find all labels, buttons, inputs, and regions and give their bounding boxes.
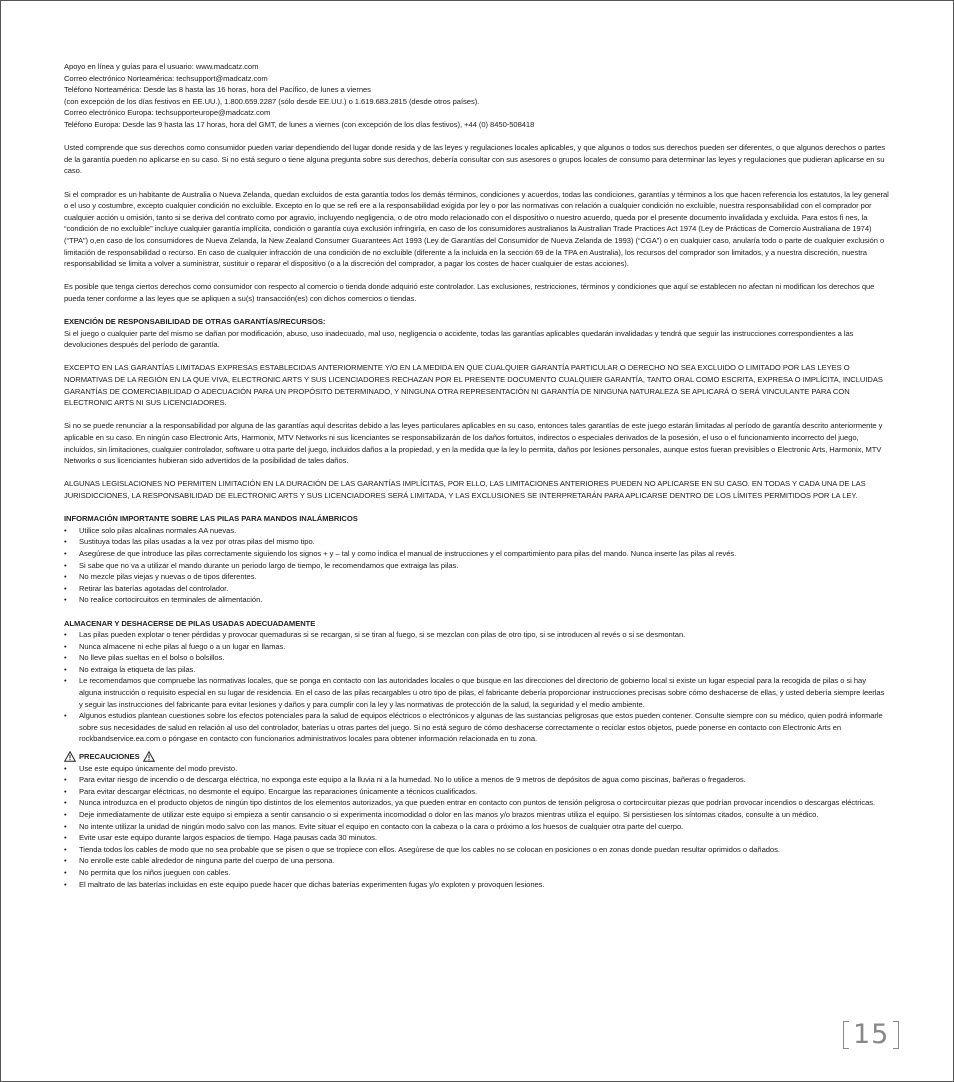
list-item: • Nunca introduzca en el producto objetos de ningún tipo distintos de los elementos autorizados, ya que pueden entrar en contacto con puntos de tensión peligrosa o cortocircuitar piezas que podrían provocar incendios o descargas eléctricas.	[64, 797, 890, 809]
jurisdictions-paragraph: ALGUNAS LEGISLACIONES NO PERMITEN LIMITACIÓN EN LA DURACIÓN DE LAS GARANTÍAS IMPLÍCITAS, POR ELLO, LAS LIMITACIONES ANTERIORES PUEDEN NO APLICARSE EN SU CASO. EN TODAS Y CADA UNA DE LAS JURISDICCIONES, LA RESPONSABILIDAD DE ELECTRONIC ARTS Y SUS LICENCIADORES SERÁ LIMITADA, Y LAS EXCLUSIONES SE INTERPRETARÁN PARA APLICARSE DENTRO DE LOS LÍMITES PERMITIDOS POR LA LEY.	[64, 479, 866, 500]
list-item: • Tienda todos los cables de modo que no sea probable que se pisen o que se tropiece con ellos. Asegúrese de que los cables no se colocan en posiciones o en zonas donde puedan resultar oprimidos o dañados.	[64, 844, 890, 856]
bracket-right	[893, 1021, 899, 1049]
contact-line: Correo electrónico Norteamérica: techsupport@madcatz.com	[64, 73, 268, 83]
list-item: • Evite usar este equipo durante largos espacios de tiempo. Haga pausas cada 30 minutos.	[64, 832, 890, 844]
page-number-text: 15	[853, 1019, 890, 1050]
contact-line: Apoyo en línea y guías para el usuario: www.madcatz.com	[64, 62, 259, 71]
exemption-heading: EXENCIÓN DE RESPONSABILIDAD DE OTRAS GARANTÍAS/RECURSOS:	[64, 317, 326, 327]
list-item: • Utilice solo pilas alcalinas normales AA nuevas.	[64, 525, 890, 537]
batteries-heading: INFORMACIÓN IMPORTANTE SOBRE LAS PILAS PARA MANDOS INALÁMBRICOS	[64, 514, 358, 524]
rights-paragraph: Usted comprende que sus derechos como consumidor pueden variar dependiendo del lugar donde resida y de las leyes y regulaciones locales aplicables, y que algunos o todos sus derechos pueden ser diferentes, o que algunos derechos o partes de la garantía pueden no aplicarse en su caso. Si no está seguro o tiene alguna pregunta sobre sus derechos, debería consultar con sus asesores o grupos locales de consumo para determinar las leyes y regulaciones que pudieran aplicarse en su caso.	[64, 143, 886, 176]
list-item: • Use este equipo únicamente del modo previsto.	[64, 763, 890, 775]
list-item: • No lleve pilas sueltas en el bolso o bolsillos.	[64, 652, 890, 664]
list-item: • No intente utilizar la unidad de ningún modo salvo con las manos. Evite situar el equipo en contacto con la cabeza o la cara o próximo a los huesos de cualquier otra parte del cuerpo.	[64, 821, 890, 833]
list-item: • Deje inmediatamente de utilizar este equipo si empieza a sentir cansancio o si experimenta incomodidad o dolor en las manos y/o brazos mientras utiliza el equipo. Si persistiesen los síntomas citados, consulte a un médico.	[64, 809, 890, 821]
storage-list	[64, 629, 890, 745]
except-paragraph: EXCEPTO EN LAS GARANTÍAS LIMITADAS EXPRESAS ESTABLECIDAS ANTERIORMENTE Y/O EN LA MEDIDA EN QUE CUALQUIER GARANTÍA PARTICULAR O DERECHO NO SEA EXCLUIDO O LIMITADO POR LAS LEYES O NORMATIVAS DE LA REGIÓN EN LA QUE VIVA, ELECTRONIC ARTS Y SUS LICENCIADORES RECHAZAN POR EL PRESENTE DOCUMENTO CUALQUIER GARANTÍA, TANTO ORAL COMO ESCRITA, EXPRESA O IMPLÍCITA, INCLUIDAS GARANTÍAS DE COMERCIABILIDAD O ADECUACIÓN PARA UN PROPÓSITO DETERMINADO, Y NINGUNA OTRA REPRESENTACIÓN NI GARANTÍA DE NINGUNA NATURALEZA SE APLICARÁ O SERÁ VINCULANTE PARA CON ELECTRONIC ARTS NI SUS LICENCIADORES.	[64, 363, 883, 408]
list-item: • Retirar las baterías agotadas del controlador.	[64, 583, 890, 595]
batteries-list	[64, 525, 890, 606]
contact-line: (con excepción de los días festivos en EE.UU.), 1.800.659.2287 (sólo desde EE.UU.) o 1.619.683.2815 (desde otros países).	[64, 96, 480, 106]
bracket-left	[843, 1021, 849, 1049]
store-paragraph: Es posible que tenga ciertos derechos como consumidor con respecto al comercio o tienda donde adquirió este controlador. Las exclusiones, restricciones, términos y condiciones que aquí se establecen no afectan ni modifican los derechos que pueda tener conforme a las leyes que se apliquen a su(s) transacción(es) con dichos comercios o tiendas.	[64, 282, 875, 303]
waiver-paragraph: Si no se puede renunciar a la responsabilidad por alguna de las garantías aquí descritas debido a las leyes particulares aplicables en su caso, entonces tales garantías de este juego estarán limitadas al período de garantía descrito anteriormente y aplicable en su caso. En ningún caso Electronic Arts, Harmonix, MTV Networks ni sus licenciantes se responsabilizarán de los daños fortuitos, indirectos o especiales derivados de la posesión, el uso o el funcionamiento incorrecto del juego, incluidos, sin limitaciones, cualquier controlador, software u otra parte del juego, incluidos daños a la propiedad, y en la medida que la ley lo permita, daños por lesiones personales, aunque estos fueran previsibles o Electronic Arts, Harmonix, MTV Networks o sus licenciantes hubieran sido advertidos de la posibilidad de tales daños.	[64, 421, 883, 466]
list-item: • No extraiga la etiqueta de las pilas.	[64, 664, 890, 676]
warning-icon	[143, 751, 155, 762]
contact-line: Teléfono Norteamérica: Desde las 8 hasta las 16 horas, hora del Pacífico, de lunes a viernes	[64, 85, 371, 95]
precautions-heading	[64, 751, 890, 763]
precautions-list	[64, 763, 890, 891]
precautions-title: PRECAUCIONES	[79, 752, 140, 762]
list-item: • El maltrato de las baterías incluidas en este equipo puede hacer que dichas baterías experimenten fugas y/o exploten y provoquen lesiones.	[64, 879, 890, 891]
list-item: • Nunca almacene ni eche pilas al fuego o a un lugar en llamas.	[64, 641, 890, 653]
list-item: • Las pilas pueden explotar o tener pérdidas y provocar quemaduras si se recargan, si se tiran al fuego, si se mezclan con pilas de otro tipo, si se introducen al revés o si se desmontan.	[64, 629, 890, 641]
list-item: • No mezcle pilas viejas y nuevas o de tipos diferentes.	[64, 571, 890, 583]
list-item: • Le recomendamos que compruebe las normativas locales, que se ponga en contacto con las autoridades locales o que busque en las direcciones del directorio de gobierno local si existe un lugar especial para la recogida de pilas o si hay alguna instrucción o requisito especial en su lugar de residencia. En el caso de las pilas recargables u otro tipo de pilas, el fabricante debería proporcionar instrucciones precisas sobre cómo deshacerse de ellas, y usted debería siempre leerlas y seguir las instrucciones del fabricante para evitar lesiones y daños y para cumplir con la ley y las normativas de protección de la salud, la seguridad y el medio ambiente.	[64, 675, 890, 710]
page-content	[64, 61, 890, 890]
list-item: • Sustituya todas las pilas usadas a la vez por otras pilas del mismo tipo.	[64, 536, 890, 548]
warning-icon	[64, 751, 76, 762]
contact-line: Correo electrónico Europa: techsupporteurope@madcatz.com	[64, 108, 271, 118]
contact-block	[64, 61, 890, 131]
list-item: • Para evitar riesgo de incendio o de descarga eléctrica, no exponga este equipo a la lluvia ni a la humedad. No lo utilice a menos de 9 metros de depósitos de agua como piscinas, bañeras o fregaderos.	[64, 774, 890, 786]
list-item: • No enrolle este cable alrededor de ninguna parte del cuerpo de una persona.	[64, 855, 890, 867]
australia-paragraph: Si el comprador es un habitante de Australia o Nueva Zelanda, quedan excluidos de esta garantía todos los demás términos, condiciones y acuerdos, todas las condiciones, garantías y términos a los que hacen referencia los estatutos, la ley general o el uso y costumbre, excepto cualquier condición no excluible. Excepto en lo que se refi ere a la responsabilidad exigida por ley o por las normativas con relación a cualquier condición no excluible, nuestra responsabilidad con el comprador por cualquier acción u omisión, tanto si se deriva del contrato como por agravio, incluyendo negligencia, o de otro modo relacionado con el dispositivo o nuestro acuerdo, queda por el presente documento invalidada y excluida. Para estos fi nes, la “condición de no excluible” incluye cualquier garantía implícita, condición o garantía cuya exclusión infringiría, en caso de los consumidores australianos la Australian Trade Practices Act 1974 (Ley de Prácticas de Comercio Australiana de 1974) (“TPA”) o,en caso de los consumidores de Nueva Zelanda, la New Zealand Consumer Guarantees Act 1993 (Ley de Garantías del Consumidor de Nueva Zelanda de 1993) (“CGA”) o en cualquier caso, anularía todo o parte de cualquier exclusión o limitación de responsabilidad o recurso. En caso de cualquier infracción de una condición de no excluible (diferente a la incluida en la sección 69 de la TPA en Australia), los recursos del comprador son limitados, y a nuestra discreción, nuestra responsabilidad se limita a volver a suministrar, sustituir o reparar el dispositivo (o a la discreción del comprador, a pagar los costes de hacer cualquier de estas acciones).	[64, 189, 889, 269]
page-number	[843, 1019, 899, 1050]
list-item: • Para evitar descargar eléctricas, no desmonte el equipo. Encargue las reparaciones únicamente a técnicos cualificados.	[64, 786, 890, 798]
list-item: • No realice cortocircuitos en terminales de alimentación.	[64, 594, 890, 606]
list-item: • No permita que los niños jueguen con cables.	[64, 867, 890, 879]
contact-line: Teléfono Europa: Desde las 9 hasta las 17 horas, hora del GMT, de lunes a viernes (con excepción de los días festivos), +44 (0) 8450-508418	[64, 119, 535, 129]
list-item: • Asegúrese de que introduce las pilas correctamente siguiendo los signos + y – tal y como indica el manual de instrucciones y el compartimiento para pilas del mando. Nunca inserte las pilas al revés.	[64, 548, 890, 560]
list-item: • Algunos estudios plantean cuestiones sobre los efectos potenciales para la salud de equipos eléctricos o electrónicos y algunas de las sustancias peligrosas que estos pueden contener. Consulte siempre con su médico, quien podrá informarle sobre sus necesidades de salud en relación al uso del controlador, baterías u otras partes del juego. Si no está seguro de cómo deshacerse correctamente o reciclar estos objetos, puede ponerse en contacto con Electronic Arts en rockbandservice.ea.com o póngase en contacto con funcionarios administrativos locales para obtener información relacionada en tu zona.	[64, 710, 890, 745]
list-item: • Si sabe que no va a utilizar el mando durante un periodo largo de tiempo, le recomendamos que extraiga las pilas.	[64, 560, 890, 572]
storage-heading: ALMACENAR Y DESHACERSE DE PILAS USADAS ADECUADAMENTE	[64, 618, 316, 628]
exemption-paragraph: Si el juego o cualquier parte del mismo se dañan por modificación, abuso, uso inadecuado, mal uso, negligencia o accidente, todas las garantías aplicables quedarán invalidadas y tendrá que seguir las instrucciones correspondientes a las devoluciones después del período de garantía.	[64, 328, 854, 350]
